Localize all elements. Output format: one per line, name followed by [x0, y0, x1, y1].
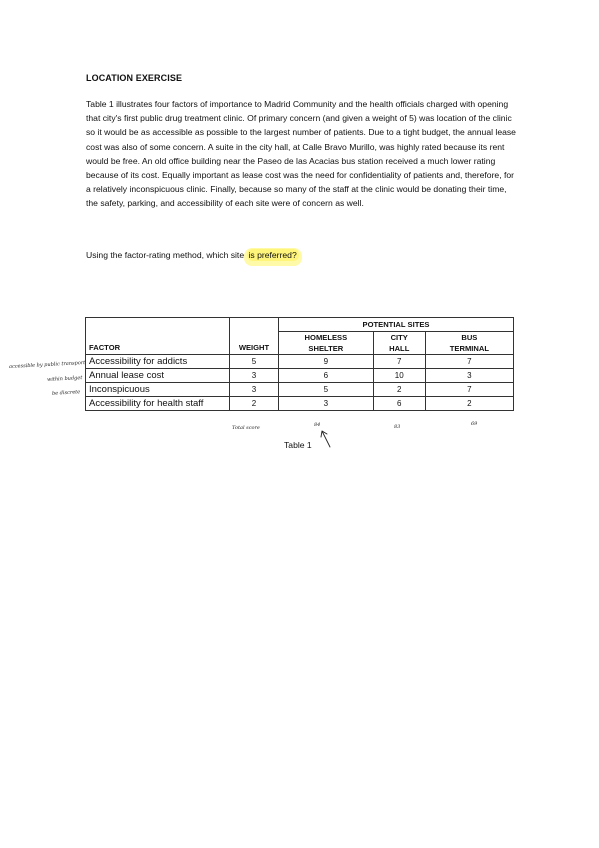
- site-header-line: TERMINAL: [449, 344, 489, 353]
- site-header-line: HALL: [389, 344, 410, 353]
- score-cell: 9: [279, 355, 374, 369]
- handwritten-note-discrete: be discrete: [51, 389, 81, 397]
- handwritten-note-budget: within budget: [46, 375, 83, 383]
- score-cell: 3: [425, 369, 513, 383]
- score-cell: 5: [279, 383, 374, 397]
- score-cell: 2: [373, 383, 425, 397]
- site-header-homeless-shelter: [279, 332, 374, 355]
- weight-column-header: WEIGHT: [230, 332, 279, 355]
- handwritten-note-transport: accessible by public transport: [8, 360, 86, 370]
- potential-sites-header: POTENTIAL SITES: [279, 318, 514, 332]
- score-cell: 2: [425, 397, 513, 411]
- table-row: [86, 355, 514, 369]
- factor-cell: Inconspicuous: [86, 383, 230, 397]
- weight-cell: 5: [230, 355, 279, 369]
- site-header-line: HOMELESS: [304, 333, 348, 342]
- exercise-paragraph: Table 1 illustrates four factors of importance to Madrid Community and the health officials charged with opening that city's first public drug treatment clinic. Of primary concern (and given a weight of 5) was location of the clinic so it would be as accessible as possible to the largest number of patients. Due to a tight budget, the annual lease cost was also of some concern. A suite in the city hall, at Calle Bravo Murillo, was highly rated because its rent would be free. An old office building near the Paseo de las Acacias bus station received a much lower rating because of its cost. Equally important as lease cost was the need for confidentiality of patients and, therefore, for a relatively inconspicuous clinic. Finally, because so many of the staff at the clinic would be donating their time, the safety, parking, and accessibility of each site were of concern as well.: [86, 99, 516, 209]
- handwritten-total-label: Total score: [232, 425, 260, 431]
- score-cell: 6: [373, 397, 425, 411]
- weight-cell: 2: [230, 397, 279, 411]
- table-header-row-2: [86, 332, 514, 355]
- doc-title: LOCATION EXERCISE: [86, 73, 183, 83]
- site-header-line: SHELTER: [308, 344, 344, 353]
- score-cell: 3: [279, 397, 374, 411]
- factor-cell: Accessibility for health staff: [86, 397, 230, 411]
- weight-cell: 3: [230, 369, 279, 383]
- table-row: [86, 383, 514, 397]
- score-cell: 7: [373, 355, 425, 369]
- score-cell: 10: [373, 369, 425, 383]
- factor-cell: Annual lease cost: [86, 369, 230, 383]
- table-header-row-1: [86, 318, 514, 332]
- handwritten-total-bus: 69: [471, 421, 478, 427]
- site-header-bus-terminal: [425, 332, 513, 355]
- handwritten-arrow-icon: [318, 427, 334, 449]
- weight-cell: 3: [230, 383, 279, 397]
- site-header-line: CITY: [390, 333, 408, 342]
- site-header-line: BUS: [461, 333, 478, 342]
- factor-rating-table: [85, 317, 514, 411]
- table-row: [86, 369, 514, 383]
- score-cell: 7: [425, 383, 513, 397]
- table-caption: Table 1: [284, 440, 312, 450]
- blank-header-cell: [86, 318, 230, 332]
- score-cell: 7: [425, 355, 513, 369]
- table-row: [86, 397, 514, 411]
- blank-header-cell: [230, 318, 279, 332]
- highlighted-text: is preferred?: [248, 250, 297, 260]
- handwritten-total-homeless: 84: [314, 422, 321, 428]
- score-cell: 6: [279, 369, 374, 383]
- question-lead: Using the factor-rating method, which site: [86, 250, 247, 260]
- factor-column-header: FACTOR: [86, 332, 230, 355]
- site-header-city-hall: [373, 332, 425, 355]
- factor-cell: Accessibility for addicts: [86, 355, 230, 369]
- question-text: [86, 250, 516, 260]
- handwritten-total-city-hall: 83: [394, 424, 401, 430]
